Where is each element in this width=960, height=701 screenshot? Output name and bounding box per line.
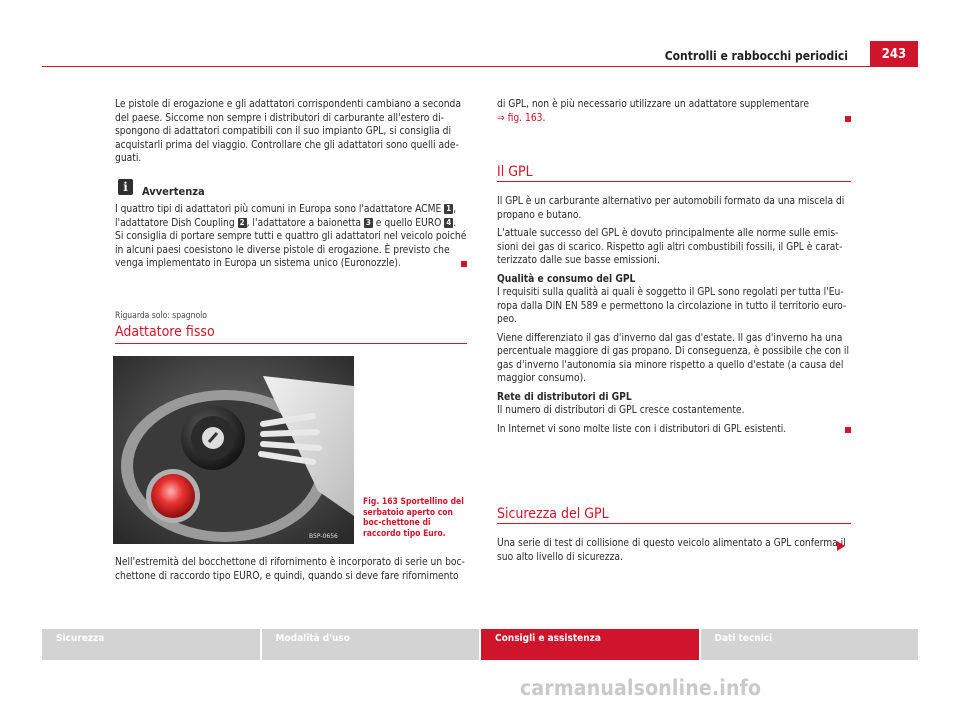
callout-3: 3 [365, 217, 371, 227]
applies-to-label: Riguarda solo: spagnolo [115, 311, 207, 321]
watermark: carmanualsonline.info [520, 676, 762, 700]
continuation-paragraph: di GPL, non è più necessario utilizzare un adattatore supplementare ⇒ fig. 163. [497, 98, 851, 125]
callout-2: 2 [239, 217, 245, 227]
page-number: 243 [870, 41, 918, 67]
section-title-gpl: Il GPL [497, 164, 533, 180]
note-body: I quattro tipi di adattatori più comuni in Europa sono l'adattatore ACME 1 , l'adattatore Dish Coupling 2 , l'adattatore a baionetta 3 e quello EURO 4 . Si consiglia di portare sempre tutti e quattro gli adattatori nel veicolo poiché in alcuni paesi coesistono le diverse pistole di erogazione. È previsto che venga implementato in Europa un sistema unico (Euronozzle). [115, 204, 467, 269]
fuel-flap-figure [113, 356, 354, 544]
figure-code: B5P-0656 [309, 533, 338, 540]
end-of-section-marker [845, 427, 851, 433]
gpl-section-body: Il GPL è un carburante alternativo per automobili formato da una miscela di propano e butano. L'attuale successo del GPL è dovuto principalmente alle norme sulle emis-sioni dei gas di scarico. Rispetto agli altri combustibili fossili, il GPL è carat-terizzato dalle sue basse emissioni. Qualità e consumo del GPL I requisiti sulla qualità ai quali è soggetto il GPL sono regolati per tutta l'Eu-ropa dalla DIN EN 589 e permettono la circolazione in tutto il territorio euro-peo. Viene differenziato il gas d'inverno dal gas d'estate. Il gas d'inverno ha una percentuale maggiore di gas propano. Di conseguenza, è possibile che con il gas d'inverno l'autonomia sia minore rispetto a quello d'estate (a causa del maggior consumo). Rete di distributori di GPL Il numero di distributori di GPL cresce costantemente. In Internet vi sono molte liste con i distributori di GPL esistenti. [497, 196, 850, 435]
footer-tab-tech-data[interactable]: Dati tecnici [701, 629, 919, 660]
continue-arrow-icon [837, 541, 845, 551]
after-figure-paragraph: Nell'estremità del bocchettone di rifornimento è incorporato di serie un boc-chettone di raccordo tipo EURO, e quindi, quando si deve fare rifornimento [115, 557, 465, 582]
end-of-section-marker [845, 116, 851, 122]
subheading-network: Rete di distributori di GPL [497, 391, 632, 403]
figure-caption: Fig. 163 Sportellino del serbatoio aperto con boc-chettone di raccordo tipo Euro. [363, 497, 464, 539]
running-header-title: Controlli e rabbocchi periodici [664, 49, 848, 63]
section-title-gpl-safety: Sicurezza del GPL [497, 506, 609, 522]
left-intro-paragraph [115, 98, 467, 166]
callout-4: 4 [446, 217, 452, 227]
end-of-section-marker [461, 261, 467, 267]
fuel-flap-illustration [113, 356, 354, 544]
safety-paragraph: Una serie di test di collisione di questo veicolo alimentato a GPL conferma il suo alto livello di sicurezza. [497, 538, 846, 563]
section-rule [497, 523, 851, 524]
callout-1: 1 [446, 204, 452, 213]
footer-tab-advice[interactable]: Consigli e assistenza [481, 629, 699, 660]
subheading-quality: Qualità e consumo del GPL [497, 273, 636, 285]
section-rule [497, 181, 851, 182]
info-note-icon: i [118, 179, 133, 195]
header-rule [42, 66, 918, 67]
section-rule [115, 343, 467, 344]
intro-text: Le pistole di erogazione e gli adattatori corrispondenti cambiano a seconda del paese. Siccome non sempre i distributori di carburante all'estero di-spongono di adattatori compatibili con il suo impianto GPL, si consiglia di acquistarli prima del viaggio. Controllare che gli adattatori sono quelli ade-guati. [115, 99, 461, 164]
figure-reference-link[interactable]: ⇒ fig. 163 [497, 112, 543, 124]
note-title: Avvertenza [142, 185, 205, 198]
footer-tab-safety[interactable]: Sicurezza [42, 629, 260, 660]
footer-tab-usage[interactable]: Modalità d'uso [262, 629, 480, 660]
footer-nav [42, 629, 918, 660]
section-title-fixed-adapter: Adattatore fisso [115, 324, 215, 340]
